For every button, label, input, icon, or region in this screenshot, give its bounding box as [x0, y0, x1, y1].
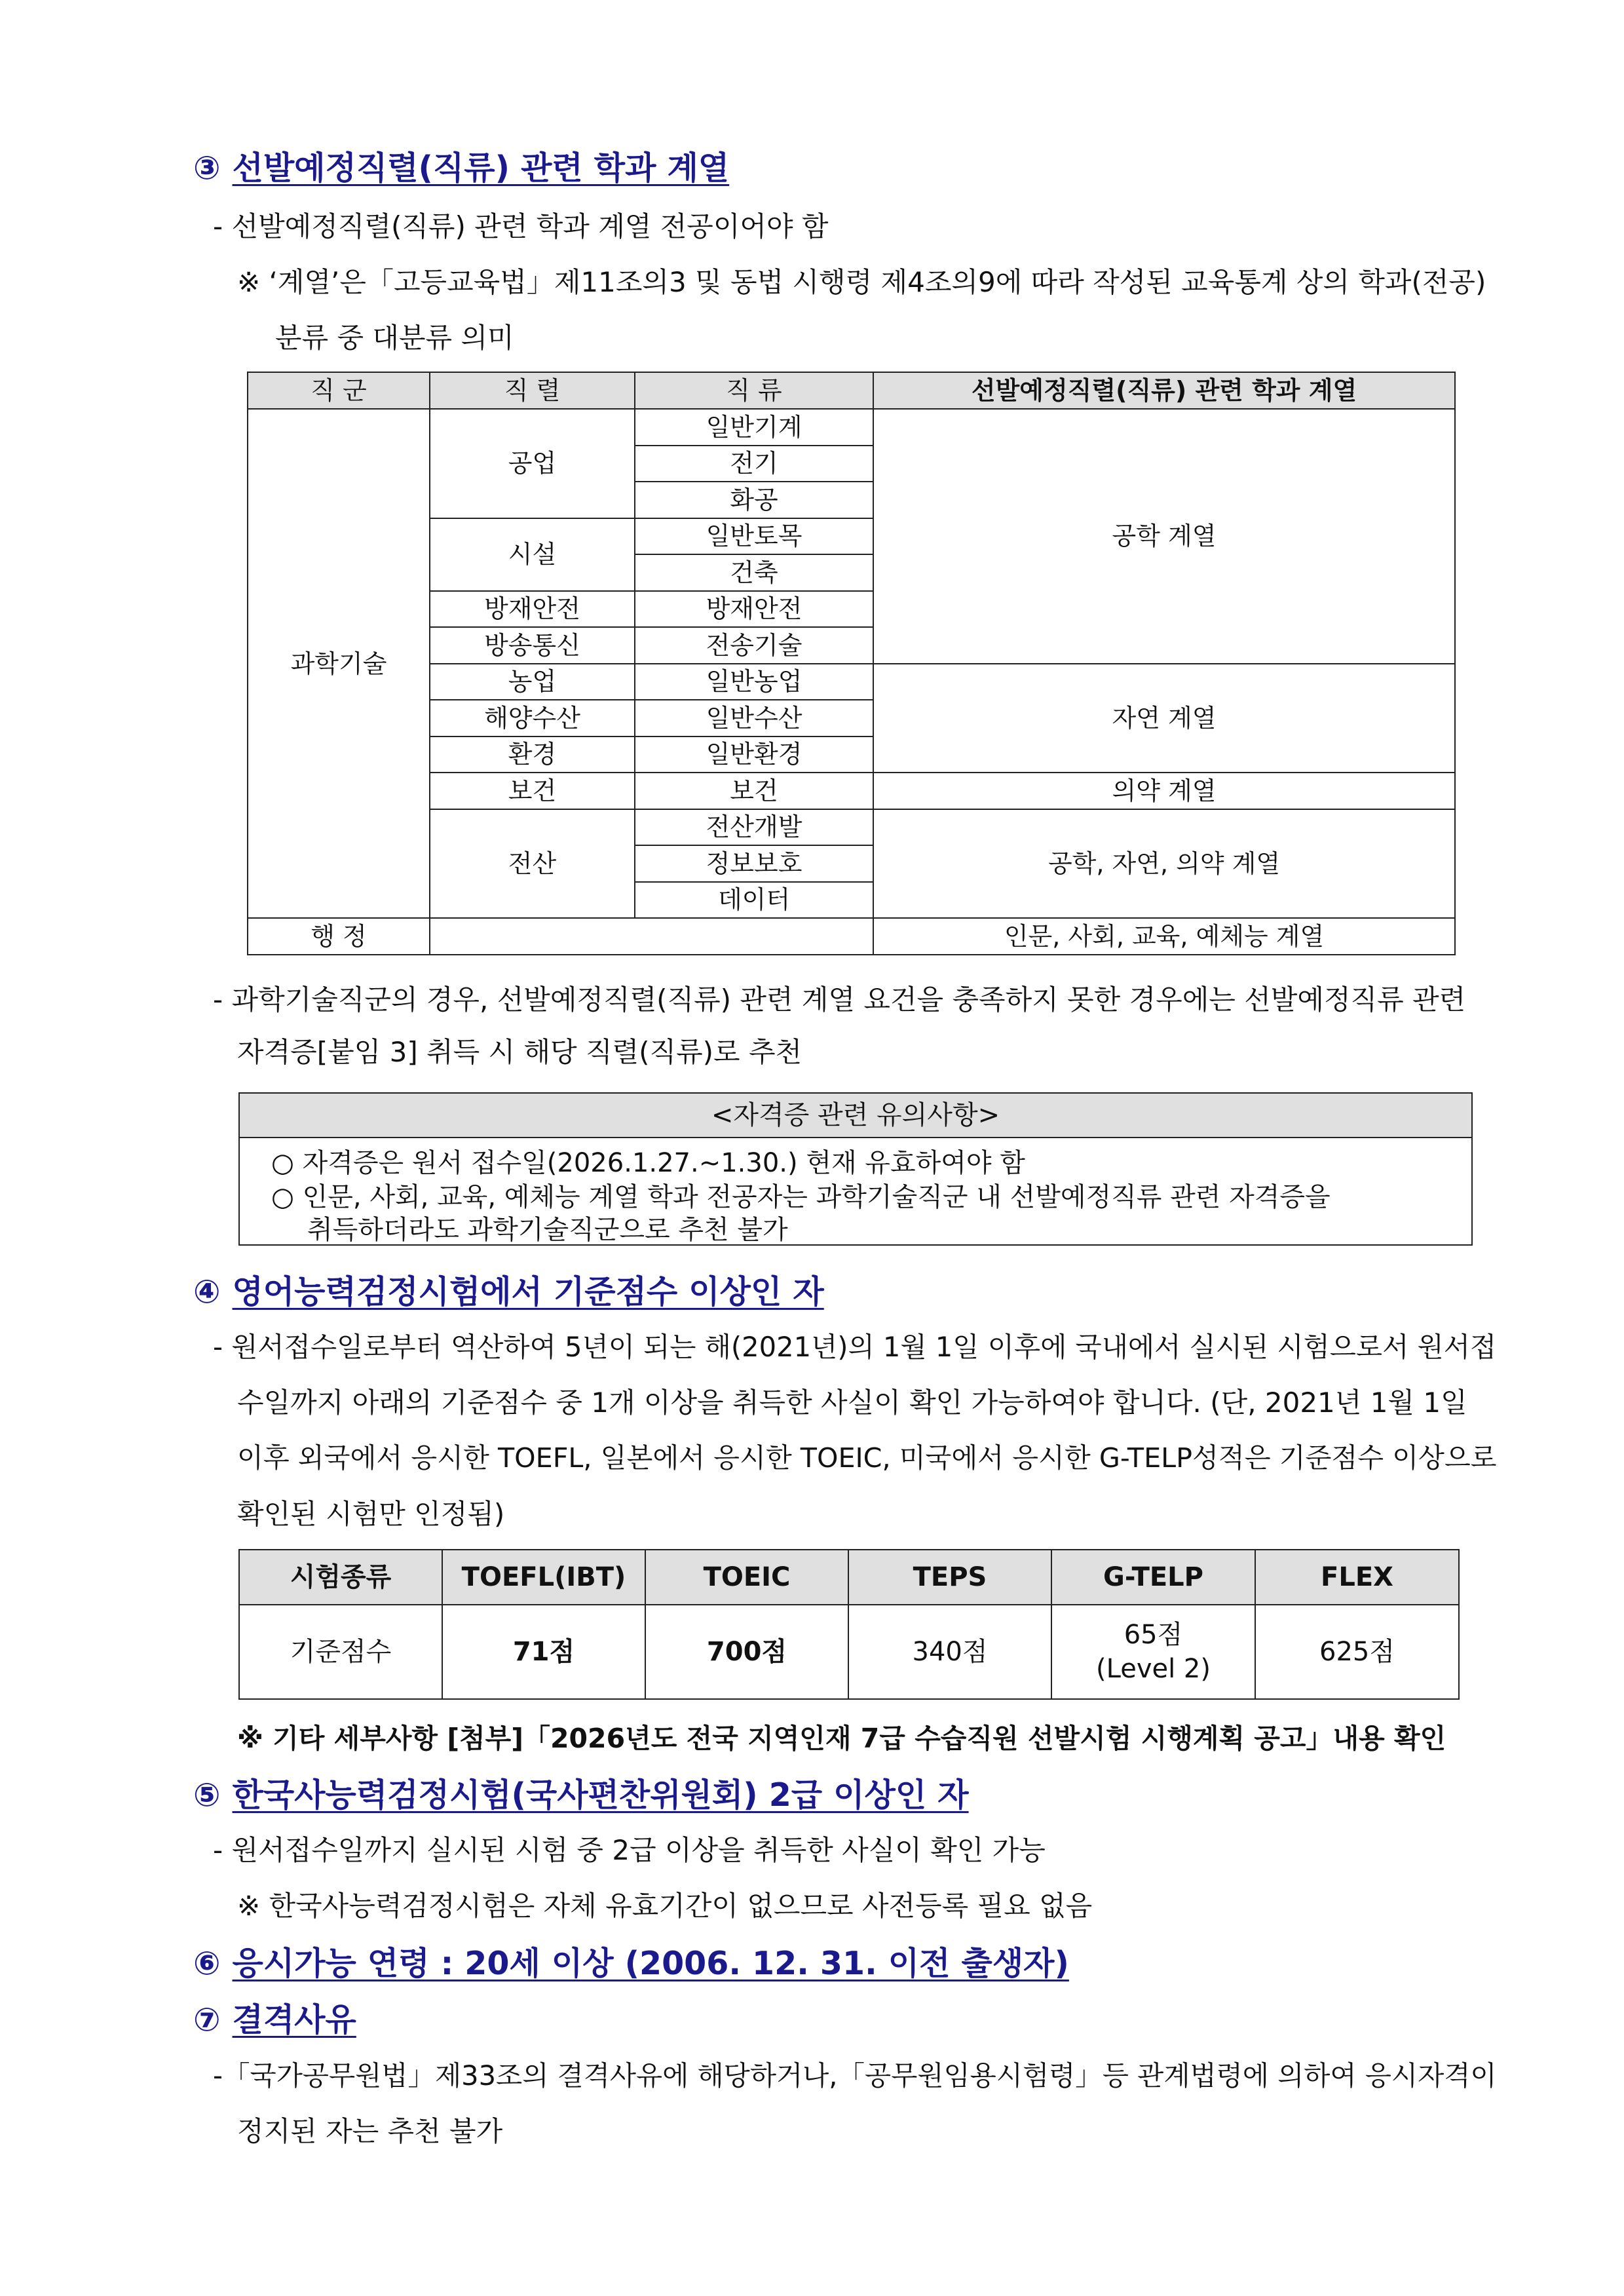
cell-class-agriculture: 일반농업 — [635, 664, 873, 700]
detail-note: ※ 기타 세부사항 [첨부]「2026년도 전국 지역인재 7급 수습직원 선발시험 시행계획 공고」내용 확인 — [237, 1723, 1446, 1754]
cell-field-engineering: 공학 계열 — [873, 409, 1455, 664]
cell-series-marine: 해양수산 — [430, 700, 635, 737]
section-5-title: 한국사능력검정시험(국사편찬위원회) 2급 이상인 자 — [232, 1776, 969, 1814]
header-group: 직 군 — [248, 372, 430, 409]
score-flex: 625점 — [1255, 1605, 1459, 1699]
cell-class-security: 정보보호 — [635, 845, 873, 882]
header-toefl: TOEFL(IBT) — [442, 1550, 645, 1605]
section-3-note-1: ※ ‘계열’은「고등교육법」제11조의3 및 동법 시행령 제4조의9에 따라 작성된 교육통계 상의 학과(전공) — [237, 266, 1486, 298]
section-5-heading — [193, 1776, 969, 1814]
cell-series-health: 보건 — [430, 773, 635, 809]
score-gtelp-level: (Level 2) — [1096, 1654, 1211, 1684]
major-field-table — [247, 372, 1456, 955]
cell-series-facility: 시설 — [430, 518, 635, 591]
cell-class-marine: 일반수산 — [635, 700, 873, 737]
header-series: 직 렬 — [430, 372, 635, 409]
notice-item-2: ○ 인문, 사회, 교육, 예체능 계열 학과 전공자는 과학기술직군 내 선발예정직류 관련 자격증을 — [271, 1182, 1331, 1212]
cell-group-admin: 행 정 — [248, 918, 430, 955]
cell-field-natural: 자연 계열 — [873, 664, 1455, 773]
row-label-standard-score: 기준점수 — [239, 1605, 442, 1699]
cell-field-computing: 공학, 자연, 의약 계열 — [873, 809, 1455, 919]
score-row — [239, 1605, 1459, 1699]
cell-class-software: 전산개발 — [635, 809, 873, 846]
section-4-heading — [193, 1273, 824, 1311]
score-gtelp-cell — [1051, 1605, 1255, 1699]
cell-series-broadcast: 방송통신 — [430, 627, 635, 664]
score-teps: 340점 — [848, 1605, 1051, 1699]
english-score-table — [238, 1549, 1460, 1700]
notice-item-1: ○ 자격증은 원서 접수일(2026.1.27.~1.30.) 현재 유효하여야 함 — [271, 1148, 1025, 1178]
table-header-row — [248, 372, 1455, 409]
section-3-line-1: - 선발예정직렬(직류) 관련 학과 계열 전공이어야 함 — [213, 210, 829, 242]
certificate-notice-box — [238, 1092, 1473, 1246]
cell-class-environment: 일반환경 — [635, 737, 873, 773]
section-5-line-1: - 원서접수일까지 실시된 시험 중 2급 이상을 취득한 사실이 확인 가능 — [213, 1834, 1046, 1866]
section-6-title: 응시가능 연령 : 20세 이상 (2006. 12. 31. 이전 출생자) — [232, 1945, 1069, 1982]
section-4-title: 영어능력검정시험에서 기준점수 이상인 자 — [232, 1273, 824, 1311]
cell-series-computing: 전산 — [430, 809, 635, 919]
header-exam-type: 시험종류 — [239, 1550, 442, 1605]
section-6-number: ⑥ — [193, 1945, 221, 1982]
header-gtelp: G-TELP — [1051, 1550, 1255, 1605]
table-row — [248, 409, 1455, 446]
cell-group-science: 과학기술 — [248, 409, 430, 918]
cell-class-general-machine: 일반기계 — [635, 409, 873, 446]
section-5-line-2: ※ 한국사능력검정시험은 자체 유효기간이 없으므로 사전등록 필요 없음 — [237, 1890, 1093, 1922]
score-header-row — [239, 1550, 1459, 1605]
cell-series-engineering: 공업 — [430, 409, 635, 518]
header-class: 직 류 — [635, 372, 873, 409]
table-row — [248, 918, 1455, 955]
cell-class-electric: 전기 — [635, 446, 873, 482]
section-5-number: ⑤ — [193, 1776, 221, 1814]
section-3-number: ③ — [193, 149, 221, 187]
section-4-number: ④ — [193, 1273, 221, 1311]
section-4-para-3: 이후 외국에서 응시한 TOEFL, 일본에서 응시한 TOEIC, 미국에서 응시한 G-TELP성적은 기준점수 이상으로 — [237, 1442, 1497, 1474]
cell-series-disaster: 방재안전 — [430, 591, 635, 628]
section-7-line-1: -「국가공무원법」제33조의 결격사유에 해당하거나,「공무원임용시험령」등 관계법령에 의하여 응시자격이 — [213, 2059, 1497, 2092]
score-toeic: 700점 — [645, 1605, 848, 1699]
section-3-title: 선발예정직렬(직류) 관련 학과 계열 — [232, 149, 730, 187]
section-4-para-4: 확인된 시험만 인정됨) — [237, 1498, 505, 1530]
cell-field-medical: 의약 계열 — [873, 773, 1455, 809]
section-4-para-2: 수일까지 아래의 기준점수 중 1개 이상을 취득한 사실이 확인 가능하여야 합니다. (단, 2021년 1월 1일 — [237, 1387, 1467, 1419]
section-7-line-2: 정지된 자는 추천 불가 — [237, 2115, 503, 2147]
section-7-heading — [193, 2001, 356, 2038]
header-toeic: TOEIC — [645, 1550, 848, 1605]
score-toefl: 71점 — [442, 1605, 645, 1699]
cell-class-disaster: 방재안전 — [635, 591, 873, 628]
notice-box-title: <자격증 관련 유의사항> — [240, 1094, 1471, 1138]
cell-class-transmission: 전송기술 — [635, 627, 873, 664]
cell-class-health: 보건 — [635, 773, 873, 809]
header-flex: FLEX — [1255, 1550, 1459, 1605]
section-3b-line-1: - 과학기술직군의 경우, 선발예정직렬(직류) 관련 계열 요건을 충족하지 못한 경우에는 선발예정직류 관련 — [213, 984, 1466, 1016]
cell-class-data: 데이터 — [635, 882, 873, 919]
section-7-number: ⑦ — [193, 2001, 221, 2038]
notice-item-2-cont: 취득하더라도 과학기술직군으로 추천 불가 — [307, 1215, 788, 1245]
header-field: 선발예정직렬(직류) 관련 학과 계열 — [873, 372, 1455, 409]
score-gtelp: 65점 — [1124, 1620, 1183, 1650]
cell-series-environment: 환경 — [430, 737, 635, 773]
section-7-title: 결격사유 — [232, 2001, 356, 2038]
cell-class-chemical: 화공 — [635, 482, 873, 518]
section-3-note-2: 분류 중 대분류 의미 — [275, 322, 514, 354]
section-3b-line-2: 자격증[붙임 3] 취득 시 해당 직렬(직류)로 추천 — [237, 1036, 803, 1068]
cell-series-agriculture: 농업 — [430, 664, 635, 700]
cell-class-civil: 일반토목 — [635, 518, 873, 555]
header-teps: TEPS — [848, 1550, 1051, 1605]
section-6-heading — [193, 1947, 1069, 1980]
section-3-heading — [193, 149, 730, 187]
cell-admin-empty — [430, 918, 873, 955]
cell-field-admin: 인문, 사회, 교육, 예체능 계열 — [873, 918, 1455, 955]
cell-class-architecture: 건축 — [635, 554, 873, 591]
section-4-para-1: - 원서접수일로부터 역산하여 5년이 되는 해(2021년)의 1월 1일 이후에 국내에서 실시된 시험으로서 원서접 — [213, 1331, 1497, 1363]
